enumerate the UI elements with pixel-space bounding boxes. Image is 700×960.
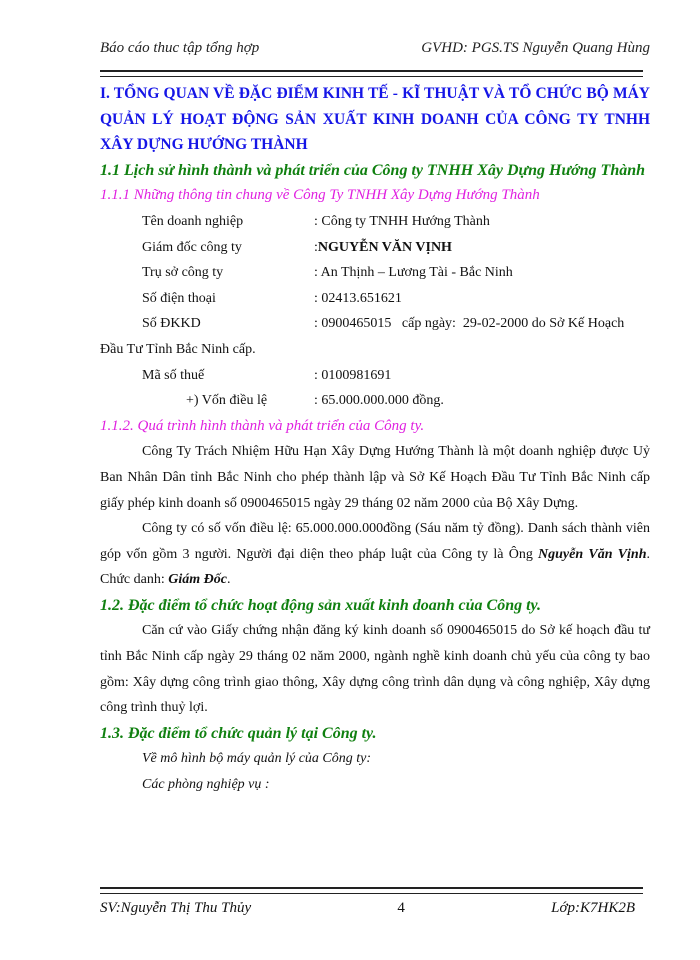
paragraph: Công Ty Trách Nhiệm Hữu Hạn Xây Dựng Hướng Thành là một doanh nghiệp được Uỷ Ban Nhân Dân tỉnh Bắc Ninh cho phép thành lập và Sở Kế Hoạch Đầu Tư Tỉnh Bắc Ninh cấp giấy phép kinh doanh số 0900465015 ngày 29 tháng 02 năm 2000 của Bộ Xây Dựng.: [100, 444, 650, 511]
info-value: NGUYỄN VĂN VỊNH: [317, 239, 452, 255]
italic-line: Các phòng nghiệp vụ :: [142, 777, 270, 793]
info-row: [100, 209, 650, 235]
page-footer: [100, 900, 635, 917]
director-name: Nguyễn Văn Vịnh: [538, 546, 647, 562]
section-1-3-heading: 1.3. Đặc điểm tổ chức quản lý tại Công ty.: [100, 724, 377, 742]
text: Công ty có số vốn điều lệ: 65.000.000.000đồng (Sáu năm tỷ đồng). Danh sách thành viên góp vốn gồm 3 người. Người đại diện theo pháp luật của Công ty là Ông: [100, 521, 650, 562]
italic-line: Về mô hình bộ máy quản lý của Công ty:: [142, 751, 372, 767]
footer-left: SV:Nguyễn Thị Thu Thủy: [100, 900, 252, 916]
info-row: [100, 235, 650, 261]
info-value: : 0100981691: [314, 367, 392, 383]
info-prefix: :: [314, 239, 318, 255]
footer-right: Lớp:K7HK2B: [551, 900, 635, 916]
info-label: Tên doanh nghiệp: [142, 213, 244, 229]
info-row: [100, 363, 650, 389]
paragraph: [100, 516, 650, 593]
text: . Chức danh:: [100, 546, 650, 588]
section-1-1-heading: 1.1 Lịch sử hình thành và phát triển của Công ty TNHH Xây Dựng Hướng Thành: [100, 161, 646, 179]
info-value: : 02413.651621: [314, 290, 402, 306]
main-heading: I. TỔNG QUAN VỀ ĐẶC ĐIỂM KINH TẾ - KĨ THUẬT VÀ TỔ CHỨC BỘ MÁY QUẢN LÝ HOẠT ĐỘNG SẢN XUẤT KINH DOANH CỦA CÔNG TY TNHH XÂY DỰNG HƯỚNG THÀNH: [100, 85, 650, 154]
director-title: Giám Đốc: [168, 572, 227, 588]
info-row: [100, 388, 650, 414]
section-1-2-heading: 1.2. Đặc điểm tổ chức hoạt động sản xuất kinh doanh của Công ty.: [100, 596, 542, 614]
info-value: : 65.000.000.000 đồng.: [314, 393, 444, 409]
info-label: Trụ sở công ty: [142, 265, 224, 281]
info-label: Số điện thoại: [142, 290, 216, 306]
section-1-1-2-heading: 1.1.2. Quá trình hình thành và phát triển của Công ty.: [100, 417, 425, 434]
page-header: [100, 40, 650, 57]
info-value: : An Thịnh – Lương Tài - Bắc Ninh: [314, 265, 513, 281]
info-row: [100, 311, 650, 337]
info-row: [100, 286, 650, 312]
footer-rule: [100, 887, 643, 894]
text: .: [226, 572, 231, 588]
info-value: : 0900465015 cấp ngày: 29-02-2000 do Sở Kế Hoạch: [314, 316, 625, 332]
info-value: : Công ty TNHH Hướng Thành: [314, 213, 490, 229]
document-body: [100, 81, 650, 798]
info-label: Số ĐKKD: [142, 316, 201, 332]
info-label: Giám đốc công ty: [142, 239, 242, 255]
header-rule: [100, 70, 643, 77]
page-number: 4: [397, 900, 405, 916]
info-label: +) Vốn điều lệ: [186, 393, 268, 409]
paragraph: Căn cứ vào Giấy chứng nhận đăng ký kinh doanh số 0900465015 do Sở kế hoạch đầu tư tỉnh Bắc Ninh cấp ngày 29 tháng 02 năm 2000, ngành nghề kinh doanh chủ yếu của công ty bao gồm: Xây dựng công trình giao thông, Xây dựng công trình dân dụng và công nghiệp, Xây dựng công trình thuỷ lợi.: [100, 623, 650, 716]
info-label: Mã số thuế: [142, 367, 205, 383]
info-continuation: Đầu Tư Tỉnh Bắc Ninh cấp.: [100, 341, 256, 357]
header-left: Báo cáo thuc tập tổng hợp: [100, 40, 260, 56]
section-1-1-1-heading: 1.1.1 Những thông tin chung về Công Ty TNHH Xây Dựng Hướng Thành: [100, 187, 540, 204]
info-row: [100, 260, 650, 286]
header-right: GVHD: PGS.TS Nguyễn Quang Hùng: [421, 40, 650, 56]
